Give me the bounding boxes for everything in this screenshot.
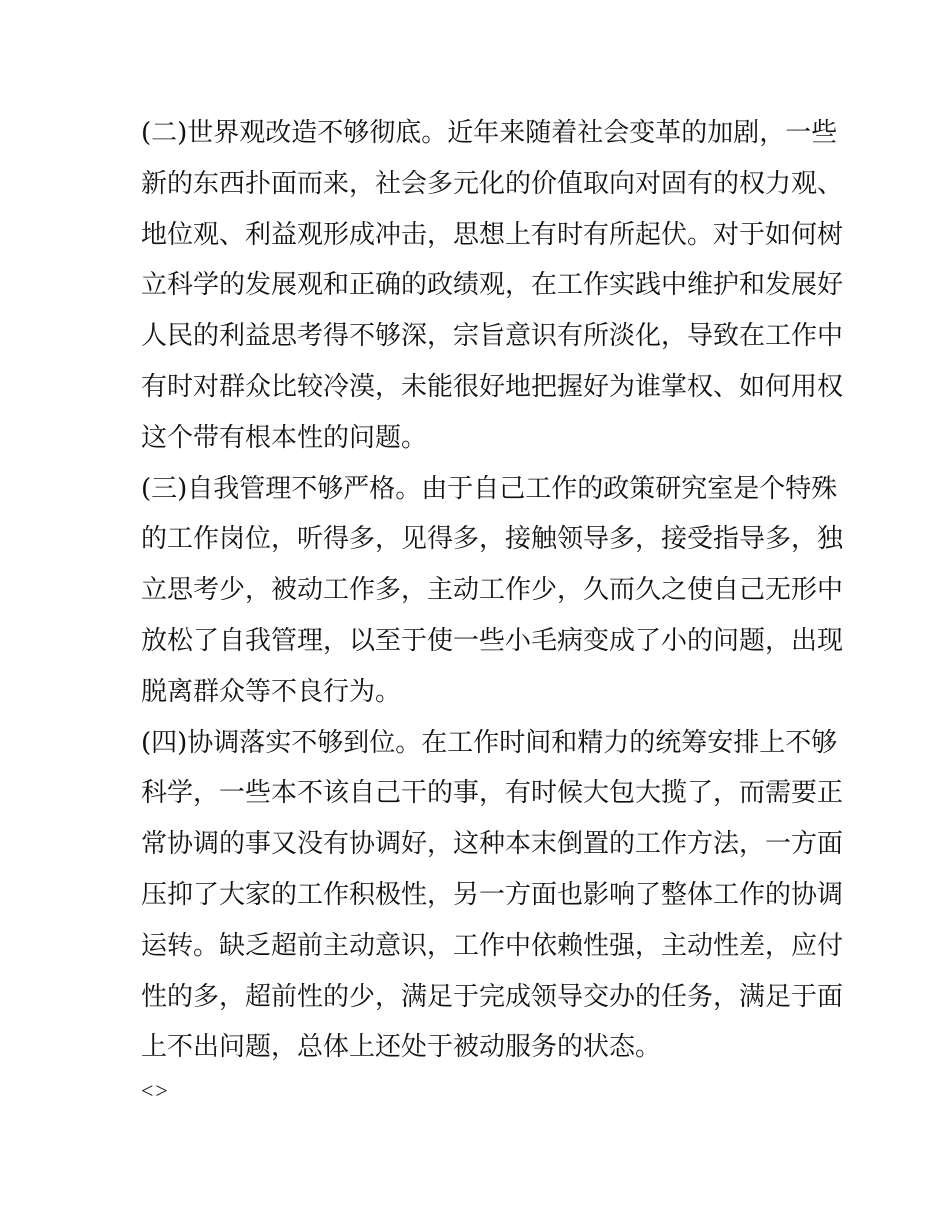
document-body — [141, 108, 844, 1109]
text-line: (三)自我管理不够严格。由于自己工作的政策研究室是个特殊 — [141, 473, 838, 504]
text-line: 科学，一些本不该自己干的事，有时候大包大揽了，而需要正 — [141, 778, 844, 809]
end-marker: <> — [141, 1078, 170, 1104]
text-line: 压抑了大家的工作积极性，另一方面也影响了整体工作的协调 — [141, 879, 844, 910]
text-line: (二)世界观改造不够彻底。近年来随着社会变革的加剧，一些 — [141, 118, 838, 148]
text-line: 上不出问题，总体上还处于被动服务的状态。 — [141, 1032, 662, 1063]
text-line: 脱离群众等不良行为。 — [141, 676, 402, 707]
paragraph-self-management — [141, 464, 844, 718]
text-line: 性的多，超前性的少，满足于完成领导交办的任务，满足于面 — [141, 981, 844, 1012]
text-line: 这个带有根本性的问题。 — [141, 422, 428, 453]
text-line: 地位观、利益观形成冲击，思想上有时有所起伏。对于如何树 — [141, 219, 844, 250]
text-line: 放松了自我管理，以至于使一些小毛病变成了小的问题，出现 — [141, 625, 844, 656]
text-line: 立科学的发展观和正确的政绩观，在工作实践中维护和发展好 — [141, 270, 844, 301]
text-line: 人民的利益思考得不够深，宗旨意识有所淡化，导致在工作中 — [141, 321, 844, 352]
text-line: 常协调的事又没有协调好，这种本末倒置的工作方法，一方面 — [141, 829, 844, 860]
text-line: 的工作岗位，听得多，见得多，接触领导多，接受指导多，独 — [141, 524, 844, 555]
text-line: 有时对群众比较冷漠，未能很好地把握好为谁掌权、如何用权 — [141, 371, 844, 402]
text-line: 新的东西扑面而来，社会多元化的价值取向对固有的权力观、 — [141, 168, 844, 199]
text-line: 立思考少，被动工作多，主动工作少，久而久之使自己无形中 — [141, 575, 844, 606]
paragraph-worldview — [141, 108, 844, 464]
text-line: 运转。缺乏超前主动意识，工作中依赖性强，主动性差，应付 — [141, 930, 844, 961]
paragraph-coordination — [141, 718, 844, 1074]
text-line: (四)协调落实不够到位。在工作时间和精力的统筹安排上不够 — [141, 727, 838, 758]
